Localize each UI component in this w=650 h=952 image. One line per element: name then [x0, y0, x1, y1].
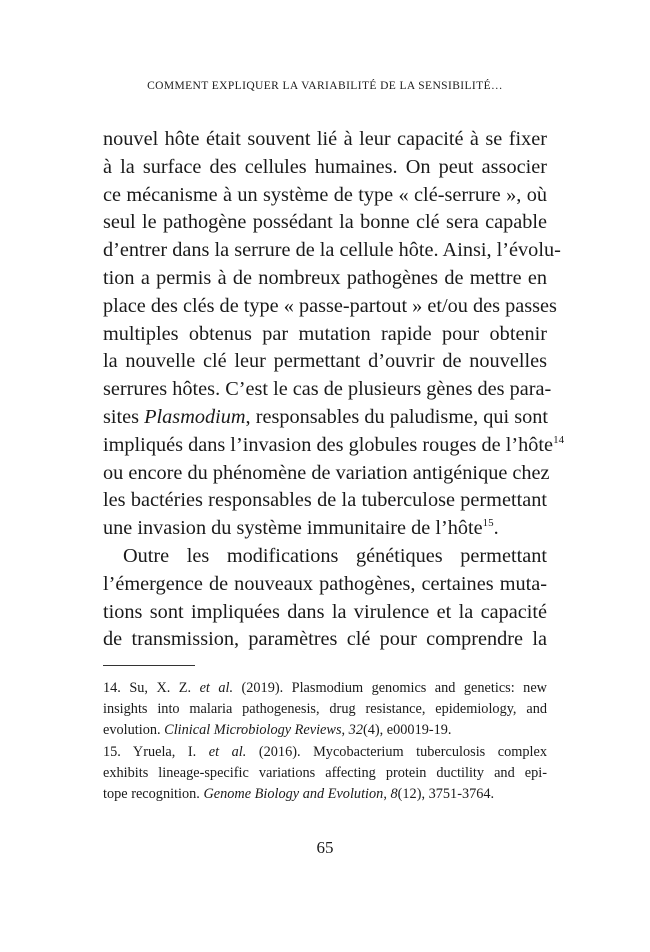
text-run: tope recognition. [103, 786, 204, 803]
footnote-15-line [103, 784, 547, 805]
text-run: , [341, 722, 349, 739]
body-line: Outre les modifications génétiques permettant [123, 544, 547, 567]
journal-title: Clinical Microbiology Reviews [164, 722, 342, 739]
footnote-14-line [103, 678, 547, 699]
body-line: multiples obtenus par mutation rapide pour obtenir [103, 322, 547, 345]
text-run: , responsables du paludisme, qui sont [245, 405, 549, 428]
body-line: serrures hôtes. C’est le cas de plusieurs gènes des para- [103, 378, 552, 401]
body-line: tions sont impliquées dans la virulence et la capacité [103, 600, 547, 623]
footnote-rule [103, 665, 195, 666]
text-run: 14. Su, X. Z. [103, 680, 200, 696]
footnote-14-line: insights into malaria pathogenesis, drug resistance, epidemiology, and [103, 701, 547, 718]
journal-title: Genome Biology and Evolution [203, 786, 384, 803]
text-run: , [383, 786, 391, 803]
body-line: nouvel hôte était souvent lié à leur capacité à se fixer [103, 128, 547, 150]
genus-name: Plasmodium [144, 405, 246, 428]
body-line [103, 404, 547, 432]
body-line: ou encore du phénomène de variation antigénique chez [103, 461, 550, 484]
text-run: (12), 3751-3764. [397, 786, 495, 803]
body-line [103, 515, 547, 543]
body-line: ce mécanisme à un système de type « clé-serrure », où [103, 183, 547, 206]
text-run: 15. Yruela, I. [103, 743, 209, 760]
footnote-15-line [103, 742, 547, 763]
text-run: (4), e00019-19. [362, 722, 452, 739]
footnote-ref-14[interactable]: 14 [553, 434, 565, 446]
footnote-15-line: exhibits lineage-specific variations affecting protein ductility and epi- [103, 764, 547, 781]
footnote-ref-15[interactable]: 15 [482, 517, 494, 530]
body-line: place des clés de type « passe-partout » et/ou des passes [103, 294, 557, 317]
body-line: seul le pathogène possédant la bonne clé sera capable [103, 211, 547, 234]
body-line: d’entrer dans la serrure de la cellule hôte. Ainsi, l’évolu- [103, 239, 561, 262]
text-run: evolution. [103, 722, 165, 739]
body-line: les bactéries responsables de la tuberculose permettant [103, 489, 547, 512]
body-line: de transmission, paramètres clé pour comprendre la [103, 628, 547, 651]
body-text [103, 126, 565, 654]
body-line [103, 432, 565, 460]
text-run: impliqués dans l’invasion des globules rouges de l’hôte [103, 433, 554, 456]
body-line: l’émergence de nouveaux pathogènes, certaines muta- [103, 572, 547, 595]
footnotes [103, 678, 547, 805]
text-run: (2016). Mycobacterium tuberculosis complex [246, 743, 548, 760]
volume: 32 [348, 722, 363, 739]
body-line: à la surface des cellules humaines. On peut associer [103, 155, 547, 178]
text-run: et al. [208, 743, 247, 760]
text-run: . [493, 517, 499, 540]
body-line: la nouvelle clé leur permettant d’ouvrir de nouvelles [103, 350, 547, 373]
volume: 8 [390, 786, 398, 803]
text-run: (2019). Plasmodium genomics and genetics: new [233, 680, 547, 696]
text-run: et al. [199, 680, 234, 696]
page-number: 65 [316, 838, 334, 857]
body-line: tion a permis à de nombreux pathogènes de mettre en [103, 266, 547, 289]
running-head: COMMENT EXPLIQUER LA VARIABILITÉ DE LA SENSIBILITÉ… [147, 80, 503, 92]
text-run: une invasion du système immunitaire de l’hôte [103, 517, 483, 540]
footnote-14-line [103, 720, 547, 741]
text-run: sites [103, 405, 145, 428]
